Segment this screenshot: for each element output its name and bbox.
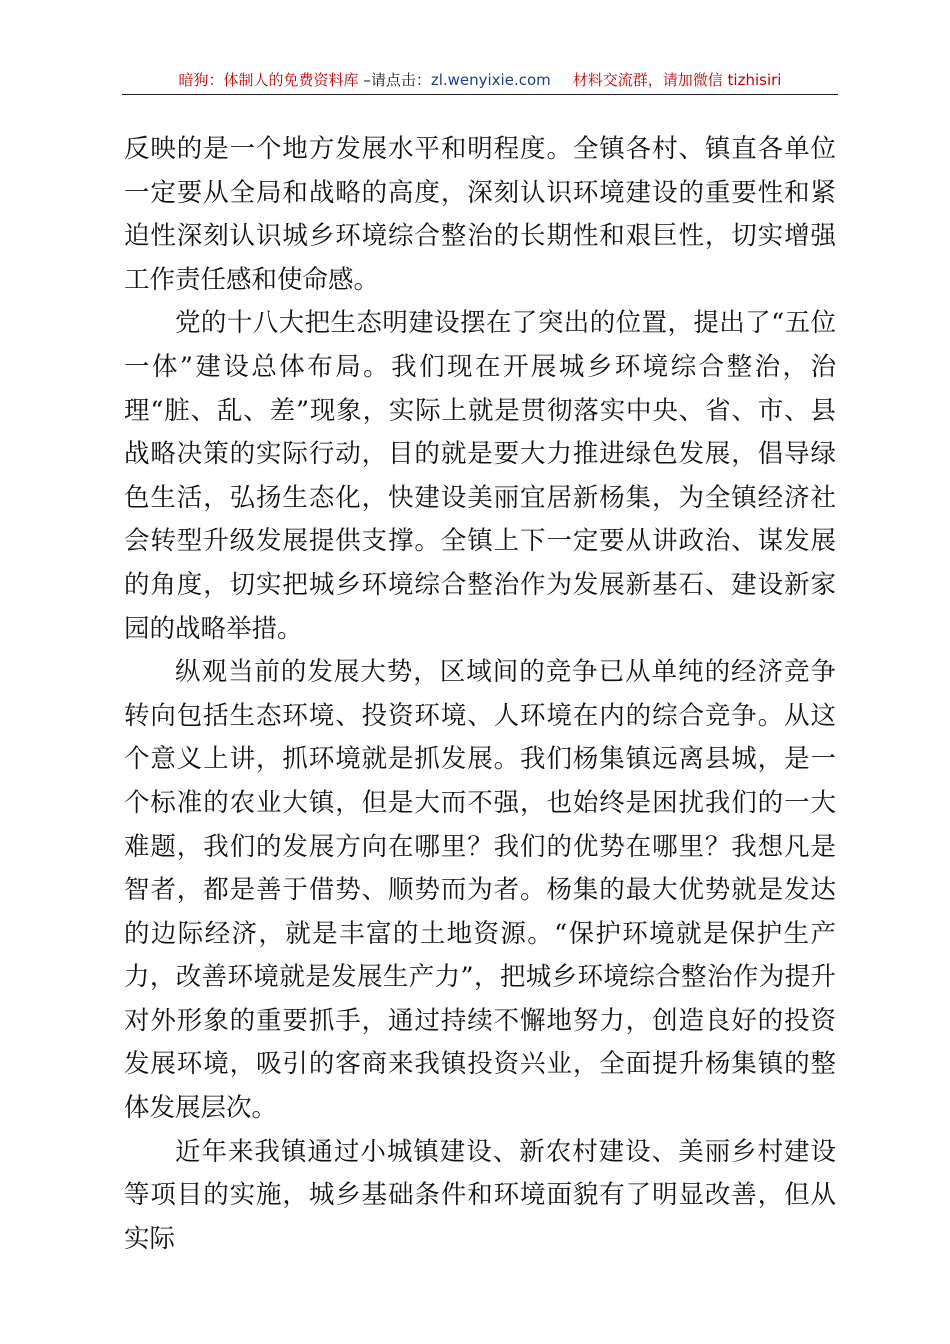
header-separator: –请点击： — [358, 71, 431, 89]
paragraph: 纵观当前的发展大势，区域间的竞争已从单纯的经济竞争转向包括生态环境、投资环境、人环境在内的综合竞争。从这个意义上讲，抓环境就是抓发展。我们杨集镇远离县城，是一个标准的农业大镇，但是大而不强，也始终是困扰我们的一大难题，我们的发展方向在哪里？我们的优势在哪里？我想凡是智者，都是善于借势、顺势而为者。杨集的最大优势就是发达的边际经济，就是丰富的土地资源。“保护环境就是保护生产力，改善环境就是发展生产力”，把城乡环境综合整治作为提升对外形象的重要抓手，通过持续不懈地努力，创造良好的投资发展环境，吸引的客商来我镇投资兴业，全面提升杨集镇的整体发展层次。 — [124, 657, 836, 1124]
paragraph-continuation: 反映的是一个地方发展水平和明程度。全镇各村、镇直各单位一定要从全局和战略的高度，深刻认识环境建设的重要性和紧迫性深刻认识城乡环境综合整治的长期性和艰巨性，切实增强工作责任感和使命感。 — [124, 134, 836, 295]
page-header — [122, 66, 838, 95]
header-url-link[interactable]: zl.wenyixie.com — [430, 71, 551, 89]
header-contact: 材料交流群，请加微信 tizhisiri — [572, 71, 782, 89]
paragraph: 近年来我镇通过小城镇建设、新农村建设、美丽乡村建设等项目的实施，城乡基础条件和环境面貌有了明显改善，但从实际 — [124, 1136, 836, 1254]
paragraph: 党的十八大把生态明建设摆在了突出的位置，提出了“五位一体”建设总体布局。我们现在开展城乡环境综合整治，治理“脏、乱、差”现象，实际上就是贯彻落实中央、省、市、县战略决策的实际行动，目的就是要大力推进绿色发展，倡导绿色生活，弘扬生态化，快建设美丽宜居新杨集，为全镇经济社会转型升级发展提供支撑。全镇上下一定要从讲政治、谋发展的角度，切实把城乡环境综合整治作为发展新基石、建设新家园的战略举措。 — [124, 308, 836, 644]
header-brand: 暗狗：体制人的免费资料库 — [178, 71, 359, 89]
document-body — [124, 128, 836, 1261]
